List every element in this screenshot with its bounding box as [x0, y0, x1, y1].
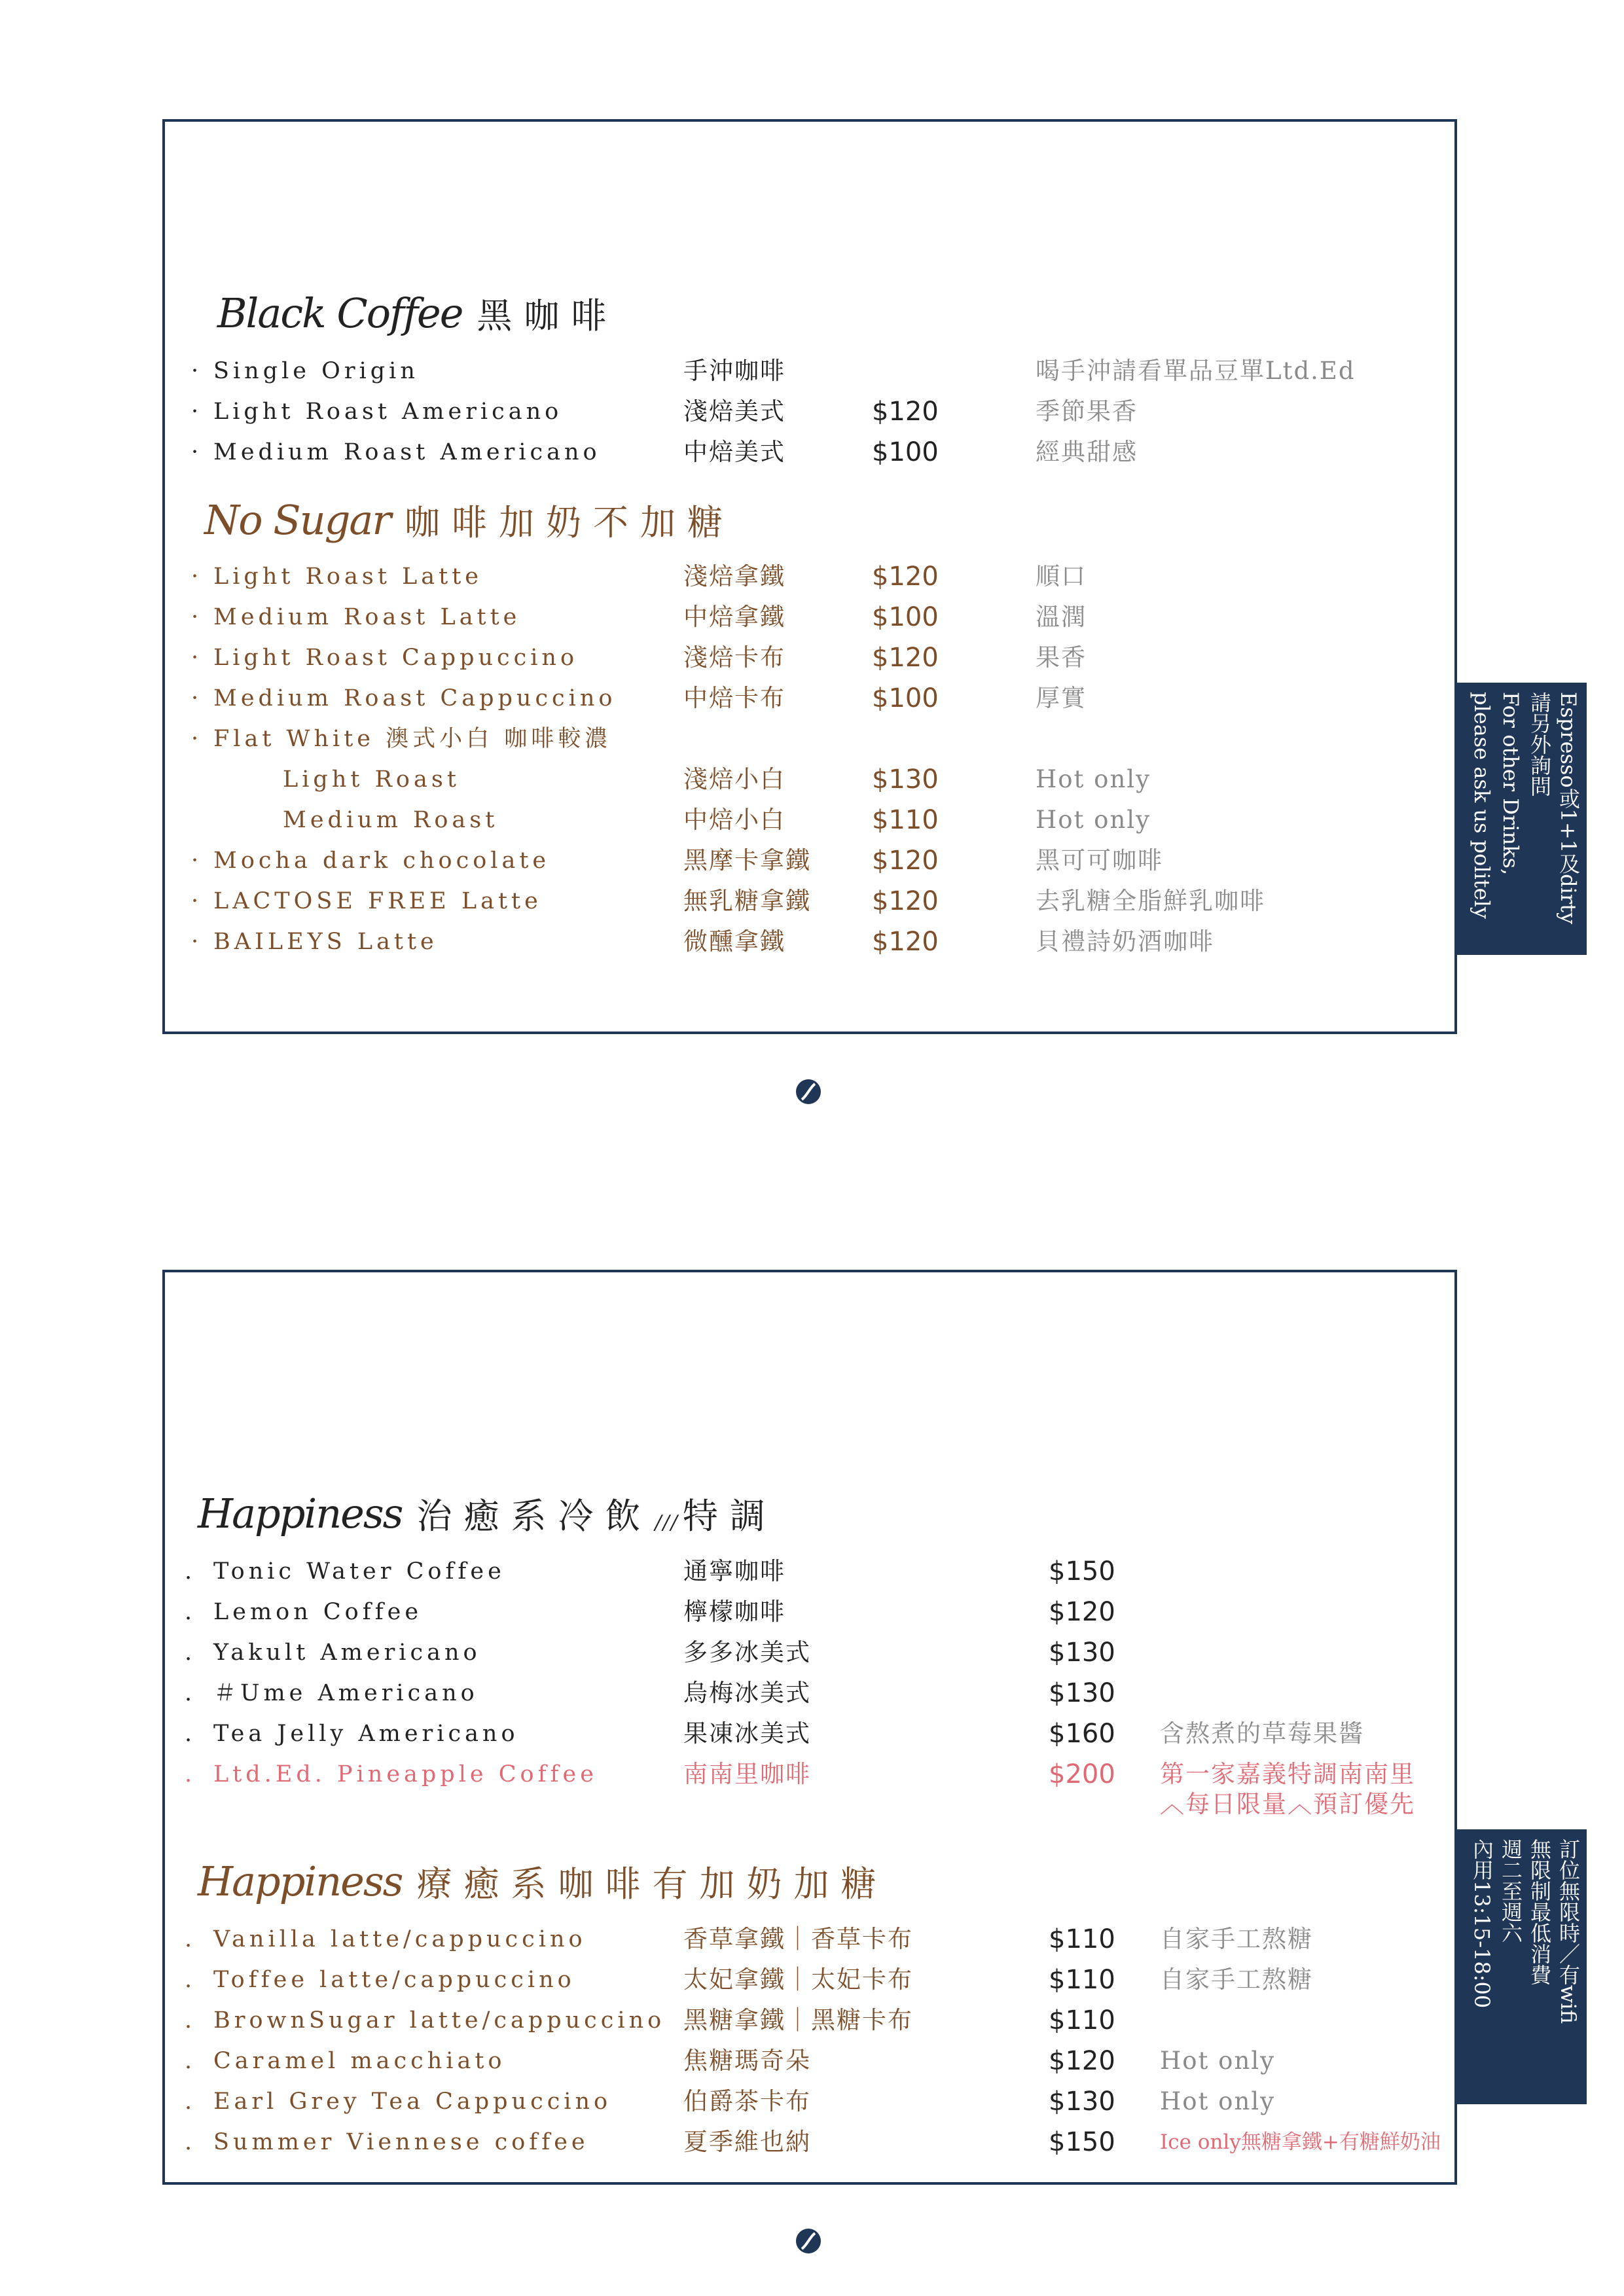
section-script-label: Happiness: [198, 1490, 403, 1537]
menu-item: [165, 1713, 1454, 1754]
item-price: $120: [872, 397, 939, 427]
item-price: $100: [872, 602, 939, 632]
item-name-en: Light Roast: [283, 766, 460, 793]
section-script-label: No Sugar: [204, 496, 390, 544]
side-note-line: 無限制最低消費: [1527, 1839, 1552, 1985]
item-name-zh: 中焙小白: [683, 806, 785, 834]
item-name-en: BrownSugar latte/cappuccino: [213, 2007, 666, 2034]
menu-item: [165, 1551, 1454, 1592]
item-price: $120: [872, 886, 939, 916]
item-name-zh: 淺焙小白: [683, 765, 785, 793]
item-name-zh: 中焙拿鐵: [683, 603, 785, 631]
menu-item: [165, 2122, 1454, 2162]
menu-item: [165, 1919, 1454, 1960]
menu-item: [165, 800, 1454, 840]
side-note-tab: [1457, 1829, 1587, 2104]
item-price: $150: [1049, 1556, 1115, 1587]
item-name-zh: 淺焙卡布: [683, 643, 785, 672]
menu-item-flat-white: [165, 719, 1454, 759]
item-bullet: ·: [191, 358, 203, 384]
side-note-line: 內用13:15-18:00: [1470, 1839, 1494, 2009]
item-name-zh: 夏季維也納: [683, 2128, 811, 2156]
item-name-en: Light Roast Latte: [213, 564, 482, 590]
section-title: 咖啡加奶不加糖: [404, 502, 734, 543]
item-price: $100: [872, 437, 939, 467]
menu-panel-coffee: [162, 119, 1457, 1034]
item-note: 厚實: [1036, 684, 1087, 712]
item-name-en: ＃Ume Americano: [213, 1680, 478, 1706]
item-price: $100: [872, 683, 939, 713]
item-price: $110: [1049, 2005, 1115, 2036]
item-bullet: ·: [191, 685, 203, 711]
item-bullet: .: [185, 1680, 196, 1706]
item-bullet: .: [185, 2048, 196, 2074]
item-note: 黑可可咖啡: [1036, 846, 1163, 874]
menu-panel-specials: [162, 1270, 1457, 2185]
menu-item: [165, 556, 1454, 597]
menu-item: [165, 2081, 1454, 2122]
item-note: 貝禮詩奶酒咖啡: [1036, 927, 1214, 956]
section-script-label: Happiness: [198, 1857, 403, 1905]
item-price: $110: [872, 805, 939, 835]
menu-item: [165, 759, 1454, 800]
item-note: Hot only: [1160, 2047, 1276, 2075]
menu-item: [165, 1592, 1454, 1632]
item-bullet: ·: [191, 645, 203, 671]
item-name-en: Vanilla latte/cappuccino: [213, 1926, 586, 1952]
item-bullet: ·: [191, 399, 203, 425]
item-name-en: Single Origin: [213, 358, 419, 384]
menu-item: [165, 678, 1454, 719]
item-note: 經典甜感: [1036, 438, 1138, 466]
item-name-zh: 淺焙拿鐵: [683, 562, 785, 590]
item-note: Hot only: [1036, 806, 1151, 834]
item-name-en: Medium Roast Cappuccino: [213, 685, 617, 711]
item-name-zh: 手沖咖啡: [683, 357, 785, 385]
section-heading-happiness-cold: [198, 1490, 777, 1537]
item-bullet: ·: [191, 848, 203, 874]
side-note-line: 週二至週六: [1498, 1839, 1523, 1943]
item-name-zh: 通寧咖啡: [683, 1557, 785, 1585]
menu-item: [165, 637, 1454, 678]
menu-item: [165, 2000, 1454, 2041]
item-name-zh: 焦糖瑪奇朵: [683, 2047, 811, 2075]
item-name-zh: 黑摩卡拿鐵: [683, 846, 811, 874]
menu-item: [165, 922, 1454, 962]
item-bullet: ·: [191, 604, 203, 630]
coffee-bean-icon: [795, 2228, 821, 2254]
item-price: $120: [872, 927, 939, 957]
section-title: 治癒系冷飲: [416, 1496, 653, 1537]
item-note: 自家手工熬糖: [1160, 1965, 1313, 1994]
item-name-zh: 南南里咖啡: [683, 1760, 811, 1788]
section-heading-happiness-sweet: [198, 1857, 888, 1905]
item-price: $120: [872, 562, 939, 592]
item-name-en: Flat White 澳式小白 咖啡較濃: [213, 726, 612, 752]
item-bullet: .: [185, 1599, 196, 1625]
item-name-zh: 淺焙美式: [683, 397, 785, 425]
section-title: 黑咖啡: [477, 295, 619, 336]
item-note-2: ︿每日限量︿預訂優先: [1160, 1790, 1415, 1818]
item-name-en: Medium Roast: [283, 807, 499, 833]
item-name-en: Earl Grey Tea Cappuccino: [213, 2089, 612, 2115]
item-price: $150: [1049, 2127, 1115, 2157]
section-script-label: Black Coffee: [217, 289, 463, 337]
section-heading-black-coffee: [217, 289, 619, 337]
item-name-zh: 伯爵茶卡布: [683, 2087, 811, 2115]
item-name-en: LACTOSE FREE Latte: [213, 888, 542, 914]
item-name-zh: 檸檬咖啡: [683, 1598, 785, 1626]
item-bullet: ·: [191, 439, 203, 465]
coffee-bean-icon: [795, 1079, 821, 1105]
item-bullet: ·: [191, 726, 203, 752]
item-price: $130: [1049, 1638, 1115, 1668]
item-bullet: .: [185, 1967, 196, 1993]
menu-item: [165, 597, 1454, 637]
item-price: $120: [872, 846, 939, 876]
side-note-line: 請另外詢問: [1527, 692, 1552, 797]
item-name-en: Tonic Water Coffee: [213, 1558, 505, 1585]
item-note: 自家手工熬糖: [1160, 1925, 1313, 1953]
item-name-zh: 微醺拿鐵: [683, 927, 785, 956]
item-bullet: .: [185, 1926, 196, 1952]
side-note-line: For other Drinks,: [1498, 692, 1523, 876]
menu-item: [165, 432, 1454, 473]
item-note: 果香: [1036, 643, 1087, 672]
item-note: Hot only: [1036, 765, 1151, 793]
item-name-zh: 太妃拿鐵｜太妃卡布: [683, 1965, 913, 1994]
menu-item: [165, 2041, 1454, 2081]
item-bullet: .: [185, 1558, 196, 1585]
item-note: Hot only: [1160, 2087, 1276, 2115]
menu-item: [165, 351, 1454, 391]
item-name-zh: 烏梅冰美式: [683, 1679, 811, 1707]
item-note: 含熬煮的草莓果醬: [1160, 1719, 1364, 1748]
item-price: $120: [1049, 1597, 1115, 1627]
item-price: $110: [1049, 1924, 1115, 1954]
side-note-line: 訂位無限時／有wifi: [1556, 1839, 1581, 2024]
item-name-zh: 無乳糖拿鐵: [683, 887, 811, 915]
item-name-zh: 中焙卡布: [683, 684, 785, 712]
item-note: 第一家嘉義特調南南里: [1160, 1760, 1415, 1788]
item-name-zh: 多多冰美式: [683, 1638, 811, 1666]
item-note: Ice only無糖拿鐵+有糖鮮奶油: [1160, 2130, 1441, 2154]
menu-item: [165, 840, 1454, 881]
item-bullet: .: [185, 2089, 196, 2115]
item-name-zh: 黑糖拿鐵｜黑糖卡布: [683, 2006, 913, 2034]
menu-item: [165, 1673, 1454, 1713]
item-name-en: Medium Roast Latte: [213, 604, 521, 630]
side-note-line: Espresso或1+1及dirty: [1556, 692, 1581, 925]
item-note: 去乳糖全脂鮮乳咖啡: [1036, 887, 1265, 915]
item-price: $200: [1049, 1759, 1115, 1789]
item-bullet: ·: [191, 564, 203, 590]
item-name-en: Ltd.Ed. Pineapple Coffee: [213, 1761, 598, 1787]
menu-item: [165, 391, 1454, 432]
item-name-en: Caramel macchiato: [213, 2048, 506, 2074]
item-note: 喝手沖請看單品豆單Ltd.Ed: [1036, 357, 1356, 385]
side-note-tab: [1457, 683, 1587, 955]
menu-item: [165, 1960, 1454, 2000]
item-price: $130: [872, 764, 939, 795]
item-note: 順口: [1036, 562, 1087, 590]
item-name-zh: 香草拿鐵｜香草卡布: [683, 1925, 913, 1953]
item-price: $120: [1049, 2046, 1115, 2076]
side-note-line: please ask us politely: [1470, 692, 1494, 919]
item-note: 季節果香: [1036, 397, 1138, 425]
item-bullet: .: [185, 1640, 196, 1666]
menu-item: [165, 881, 1454, 922]
item-name-en: Light Roast Americano: [213, 399, 563, 425]
item-bullet: ·: [191, 929, 203, 955]
item-name-en: Yakult Americano: [213, 1640, 481, 1666]
item-name-en: Medium Roast Americano: [213, 439, 601, 465]
title-separator: ///: [655, 1511, 679, 1534]
item-price: $130: [1049, 1678, 1115, 1708]
item-name-en: BAILEYS Latte: [213, 929, 438, 955]
item-bullet: .: [185, 2007, 196, 2034]
item-price: $160: [1049, 1719, 1115, 1749]
item-name-en: Lemon Coffee: [213, 1599, 423, 1625]
item-name-en: Toffee latte/cappuccino: [213, 1967, 575, 1993]
menu-item-limited-note: [165, 1784, 1454, 1825]
section-title: 療癒系咖啡有加奶加糖: [416, 1863, 888, 1905]
item-price: $110: [1049, 1965, 1115, 1995]
item-note: 溫潤: [1036, 603, 1087, 631]
item-bullet: .: [185, 2129, 196, 2155]
item-name-en: Tea Jelly Americano: [213, 1721, 519, 1747]
section-heading-no-sugar: [204, 496, 734, 544]
item-name-zh: 果凍冰美式: [683, 1719, 811, 1748]
item-name-zh: 中焙美式: [683, 438, 785, 466]
menu-item: [165, 1632, 1454, 1673]
item-bullet: ·: [191, 888, 203, 914]
item-name-en: Light Roast Cappuccino: [213, 645, 579, 671]
item-price: $120: [872, 643, 939, 673]
item-price: $130: [1049, 2087, 1115, 2117]
item-name-en: Mocha dark chocolate: [213, 848, 550, 874]
item-name-en: Summer Viennese coffee: [213, 2129, 589, 2155]
item-bullet: .: [185, 1761, 196, 1787]
section-title-2: 特調: [682, 1496, 777, 1537]
item-bullet: .: [185, 1721, 196, 1747]
